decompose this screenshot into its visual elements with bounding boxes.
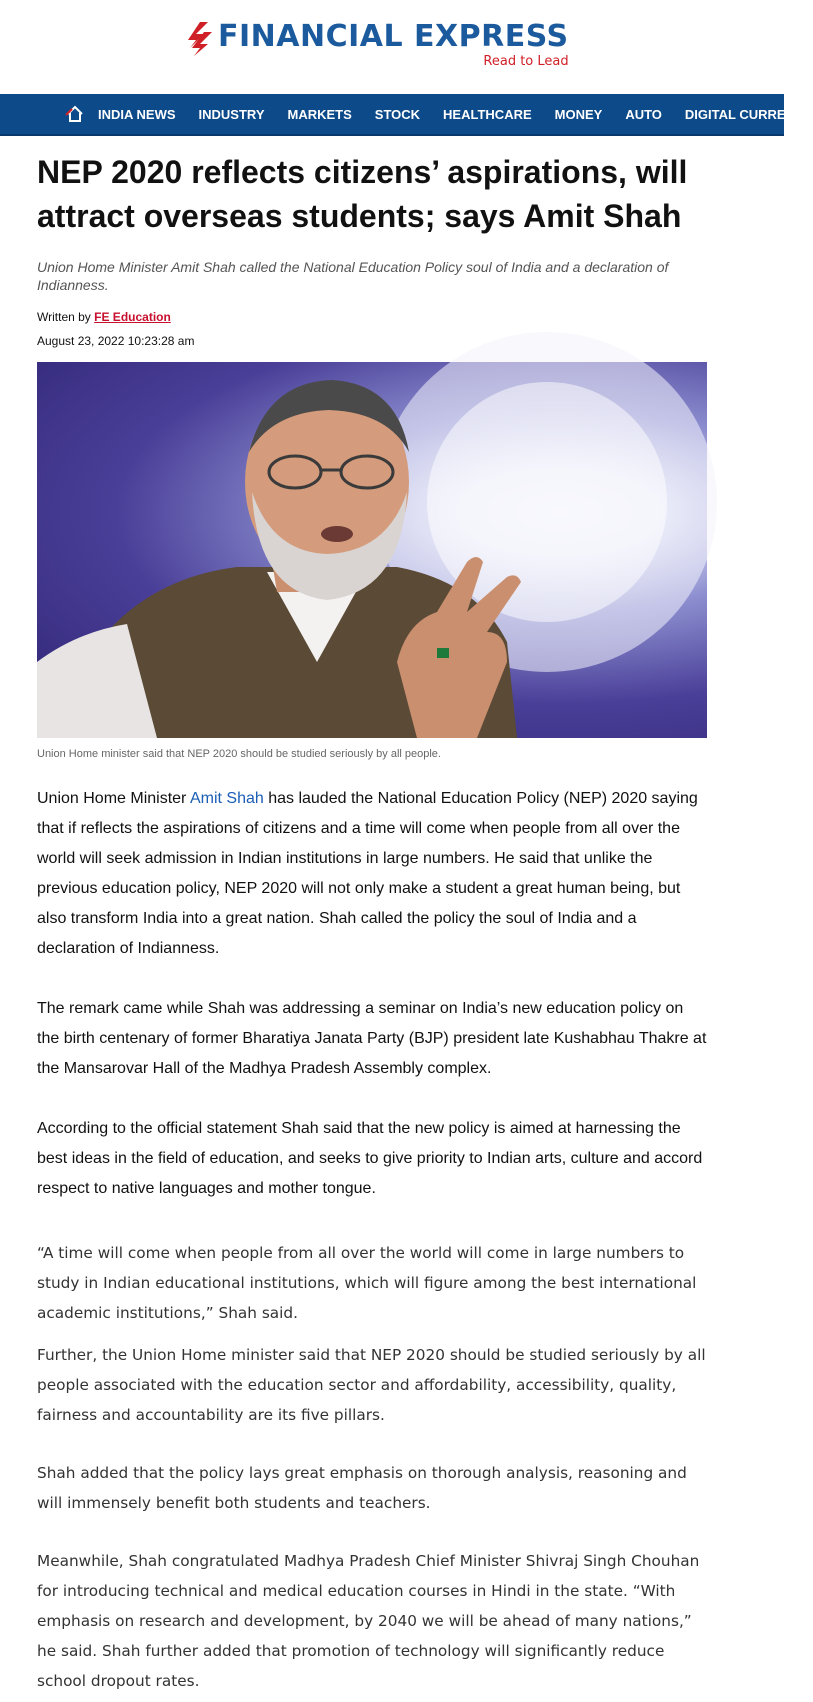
home-icon[interactable] — [66, 104, 84, 124]
article — [37, 134, 707, 1696]
paragraph-3: According to the official statement Shah said that the new policy is aimed at harnessing the best ideas in the field of education, and seeks to give priority to Indian arts, culture and accord respect to native languages and mother tongue. — [37, 1120, 703, 1197]
nav-item-auto[interactable]: AUTO — [625, 106, 662, 122]
site-logo[interactable] — [186, 20, 569, 70]
brand-tagline: Read to Lead — [483, 54, 569, 69]
paragraph-1-text-start: Union Home Minister — [37, 790, 190, 807]
article-subtitle: Union Home Minister Amit Shah called the National Education Policy soul of India and a declaration of Indianness. — [37, 259, 669, 293]
paragraph-6: Shah added that the policy lays great emphasis on thorough analysis, reasoning and will immensely benefit both students and teachers. — [37, 1464, 687, 1512]
hero-image — [37, 362, 707, 738]
article-title: NEP 2020 reflects citizens’ aspirations, will attract overseas students; says Amit Shah — [37, 154, 688, 234]
main-navigation — [0, 94, 813, 136]
nav-item-markets[interactable]: MARKETS — [287, 106, 352, 122]
paragraph-1 — [37, 784, 707, 964]
paragraph-7: Meanwhile, Shah congratulated Madhya Pradesh Chief Minister Shivraj Singh Chouhan for introducing technical and medical education courses in Hindi in the state. “With emphasis on research and development, by 2040 we will be ahead of many nations,” he said. Shah further added that promotion of technology will significantly reduce school dropout rates. — [37, 1552, 700, 1690]
paragraph-2: The remark came while Shah was addressing a seminar on India’s new education policy on the birth centenary of former Bharatiya Janata Party (BJP) president late Kushabhau Thakre at the Mansarovar Hall of the Madhya Pradesh Assembly complex. — [37, 1000, 707, 1077]
nav-item-industry[interactable]: INDUSTRY — [198, 106, 265, 122]
brand-name: FINANCIAL EXPRESS — [218, 19, 569, 54]
nav-item-digital-currency[interactable]: DIGITAL CURRENCY — [684, 106, 813, 122]
site-header — [0, 0, 784, 94]
logo-mark-icon — [186, 22, 212, 56]
image-caption: Union Home minister said that NEP 2020 should be studied seriously by all people. — [37, 748, 441, 760]
nav-item-healthcare[interactable]: HEALTHCARE — [443, 106, 532, 122]
author-link[interactable]: FE Education — [94, 310, 171, 324]
byline-prefix: Written by — [37, 310, 95, 324]
speaker-photo — [37, 362, 707, 738]
nav-item-india-news[interactable]: INDIA NEWS — [98, 106, 176, 122]
paragraph-5: Further, the Union Home minister said that NEP 2020 should be studied seriously by all people associated with the education sector and affordability, accessibility, quality, fairness and accountability are its five pillars. — [37, 1346, 706, 1424]
nav-item-stock[interactable]: STOCK — [374, 106, 421, 122]
paragraph-4: “A time will come when people from all over the world will come in large numbers to study in Indian educational institutions, which will figure among the best international academic institutions,” Shah said. — [37, 1244, 697, 1322]
byline — [37, 310, 707, 324]
amit-shah-link[interactable]: Amit Shah — [189, 790, 264, 807]
nav-item-money[interactable]: MONEY — [554, 106, 603, 122]
paragraph-1-text-end: has lauded the National Education Policy (NEP) 2020 saying that if reflects the aspirations of citizens and a time will come when people from all over the world will seek admission in Indian institutions in large numbers. He said that unlike the previous education policy, NEP 2020 will not only make a student a great human being, but also transform India into a great nation. Shah called the policy the soul of India and a declaration of Indianness. — [37, 790, 698, 957]
publish-date: August 23, 2022 10:23:28 am — [37, 334, 195, 348]
